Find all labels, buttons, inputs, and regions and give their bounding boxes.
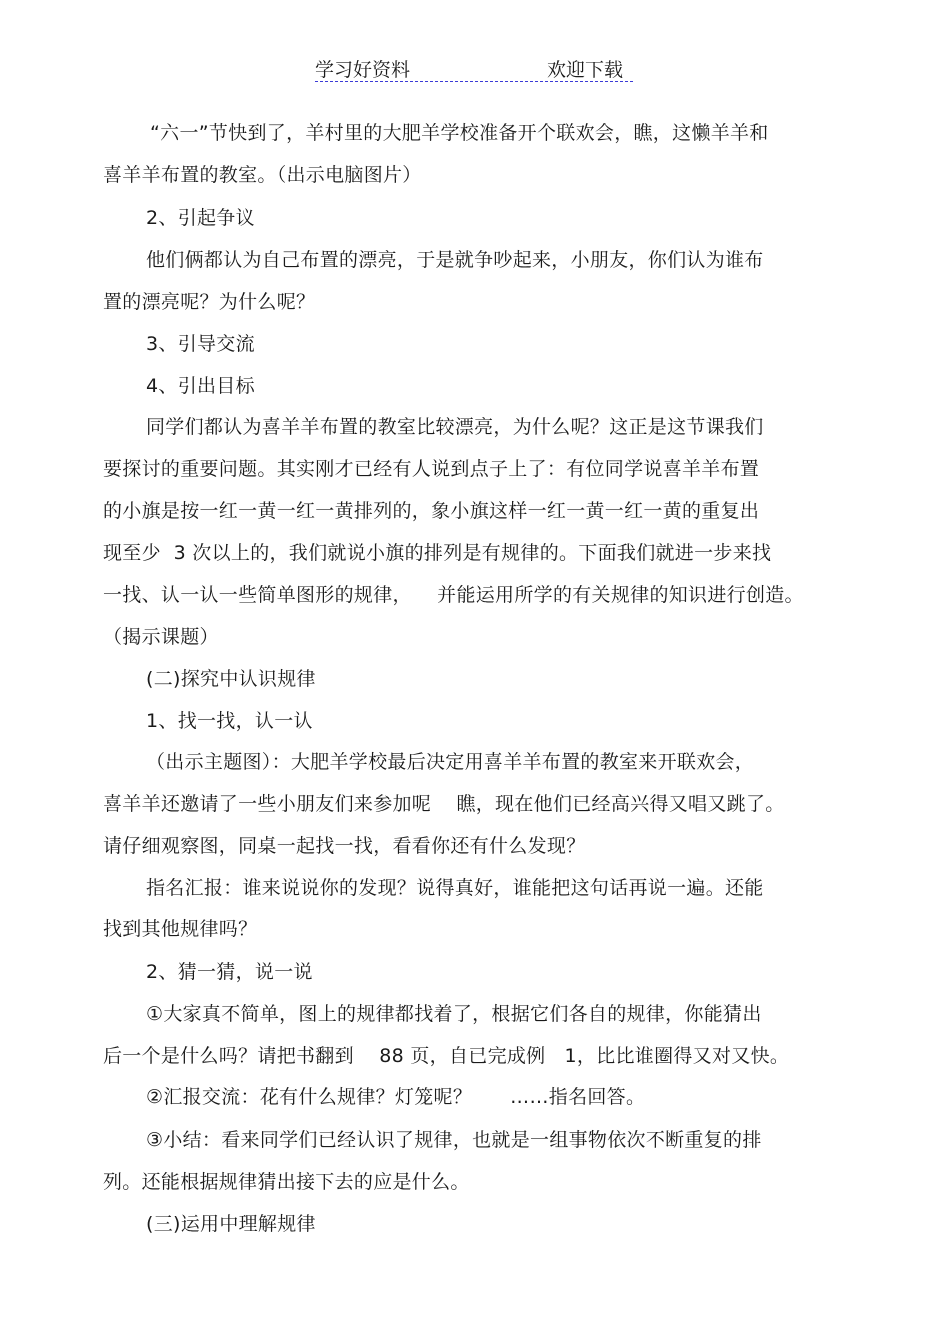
section-heading: 1、找一找，认一认	[146, 710, 313, 732]
paragraph-line: 喜羊羊还邀请了一些小朋友们来参加呢 瞧，现在他们已经高兴得又唱又跳了。	[103, 793, 785, 815]
section-heading: (三)运用中理解规律	[146, 1213, 316, 1235]
paragraph-line: 同学们都认为喜羊羊布置的教室比较漂亮，为什么呢？这正是这节课我们	[146, 416, 764, 438]
paragraph-line: 列。还能根据规律猜出接下去的应是什么。	[103, 1171, 470, 1193]
section-heading: 2、猜一猜，说一说	[146, 961, 313, 983]
paragraph-line: （揭示课题）	[103, 626, 219, 648]
paragraph-line: ①大家真不简单，图上的规律都找着了，根据它们各自的规律，你能猜出	[146, 1003, 762, 1025]
paragraph-line: 喜羊羊布置的教室。（出示电脑图片）	[103, 164, 422, 186]
paragraph-line: 指名汇报：谁来说说你的发现？说得真好，谁能把这句话再说一遍。还能	[146, 877, 764, 899]
page-header	[315, 56, 633, 84]
section-heading: 2、引起争议	[146, 207, 255, 229]
paragraph-line: 请仔细观察图，同桌一起找一找，看看你还有什么发现？	[103, 835, 586, 857]
paragraph-line: “六一”节快到了，羊村里的大肥羊学校准备开个联欢会，瞧，这懒羊羊和	[150, 122, 769, 144]
section-heading: 4、引出目标	[146, 375, 255, 397]
paragraph-line: 现至少 3 次以上的，我们就说小旗的排列是有规律的。下面我们就进一步来找	[103, 542, 772, 564]
paragraph-line: ③小结：看来同学们已经认识了规律，也就是一组事物依次不断重复的排	[146, 1129, 762, 1151]
paragraph-line: ②汇报交流：花有什么规律？灯笼呢？ ……指名回答。	[146, 1086, 646, 1108]
header-underline	[315, 81, 633, 82]
paragraph-line: 的小旗是按一红一黄一红一黄排列的，象小旗这样一红一黄一红一黄的重复出	[103, 500, 760, 522]
paragraph-line: 要探讨的重要问题。其实刚才已经有人说到点子上了：有位同学说喜羊羊布置	[103, 458, 760, 480]
paragraph-line: 后一个是什么吗？请把书翻到 88 页，自已完成例 1，比比谁圈得又对又快。	[103, 1045, 790, 1067]
paragraph-line: 置的漂亮呢？为什么呢？	[103, 291, 316, 313]
paragraph-line: （出示主题图）：大肥羊学校最后决定用喜羊羊布置的教室来开联欢会，	[146, 751, 755, 773]
header-right-text: 欢迎下载	[547, 59, 624, 81]
paragraph-line: 一找、认一认一些简单图形的规律， 并能运用所学的有关规律的知识进行创造。	[103, 584, 804, 606]
paragraph-line: 找到其他规律吗？	[103, 918, 258, 940]
header-left-text: 学习好资料	[315, 59, 411, 81]
section-heading: 3、引导交流	[146, 333, 255, 355]
section-heading: (二)探究中认识规律	[146, 668, 316, 690]
paragraph-line: 他们俩都认为自己布置的漂亮，于是就争吵起来，小朋友，你们认为谁布	[146, 249, 764, 271]
